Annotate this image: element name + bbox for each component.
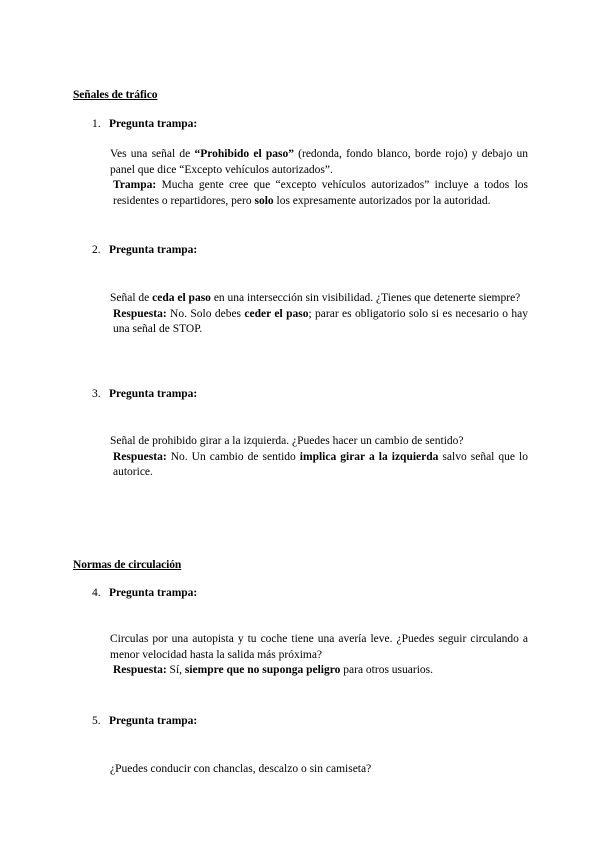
question-block-2 xyxy=(110,291,528,338)
question-text: Ves una señal de “Prohibido el paso” (redonda, fondo blanco, borde rojo) y debajo un panel que dice “Excepto vehículos autorizados”. xyxy=(110,148,529,176)
item-number: 5. xyxy=(92,715,101,727)
question-block-4 xyxy=(110,632,528,679)
answer-text: Trampa: Mucha gente cree que “excepto vehículos autorizados” incluye a todos los residentes o repartidores, pero solo los expresamente autorizados por la autoridad. xyxy=(113,179,528,207)
answer-text: Respuesta: Sí, siempre que no suponga peligro para otros usuarios. xyxy=(113,664,434,676)
item-number: 4. xyxy=(92,587,101,599)
item-label: Pregunta trampa: xyxy=(109,244,198,256)
question-label-4 xyxy=(92,586,197,602)
item-label: Pregunta trampa: xyxy=(109,715,198,727)
item-number: 1. xyxy=(92,118,101,130)
item-number: 3. xyxy=(92,388,101,400)
question-label-1 xyxy=(92,117,197,133)
item-label: Pregunta trampa: xyxy=(109,118,198,130)
question-text: Circulas por una autopista y tu coche tiene una avería leve. ¿Puedes seguir circulando a menor velocidad hasta la salida más próxima? xyxy=(110,633,528,661)
item-label: Pregunta trampa: xyxy=(109,388,198,400)
question-text: Señal de ceda el paso en una intersección sin visibilidad. ¿Tienes que detenerte siempre? xyxy=(110,292,521,304)
question-block-5 xyxy=(110,762,528,778)
item-number: 2. xyxy=(92,244,101,256)
section-heading-senales: Señales de tráfico xyxy=(73,89,158,101)
answer-text: Respuesta: No. Solo debes ceder el paso; parar es obligatorio solo si es necesario o hay una señal de STOP. xyxy=(113,307,528,335)
question-block-1 xyxy=(110,147,528,209)
question-text: ¿Puedes conducir con chanclas, descalzo o sin camiseta? xyxy=(110,763,372,775)
item-label: Pregunta trampa: xyxy=(109,587,198,599)
question-label-5 xyxy=(92,714,197,730)
section-heading-normas: Normas de circulación xyxy=(73,559,182,571)
question-label-2 xyxy=(92,243,197,259)
question-block-3 xyxy=(110,434,528,481)
answer-text: Respuesta: No. Un cambio de sentido implica girar a la izquierda salvo señal que lo autorice. xyxy=(113,450,528,478)
question-text: Señal de prohibido girar a la izquierda. ¿Puedes hacer un cambio de sentido? xyxy=(110,435,464,447)
question-label-3 xyxy=(92,387,197,403)
